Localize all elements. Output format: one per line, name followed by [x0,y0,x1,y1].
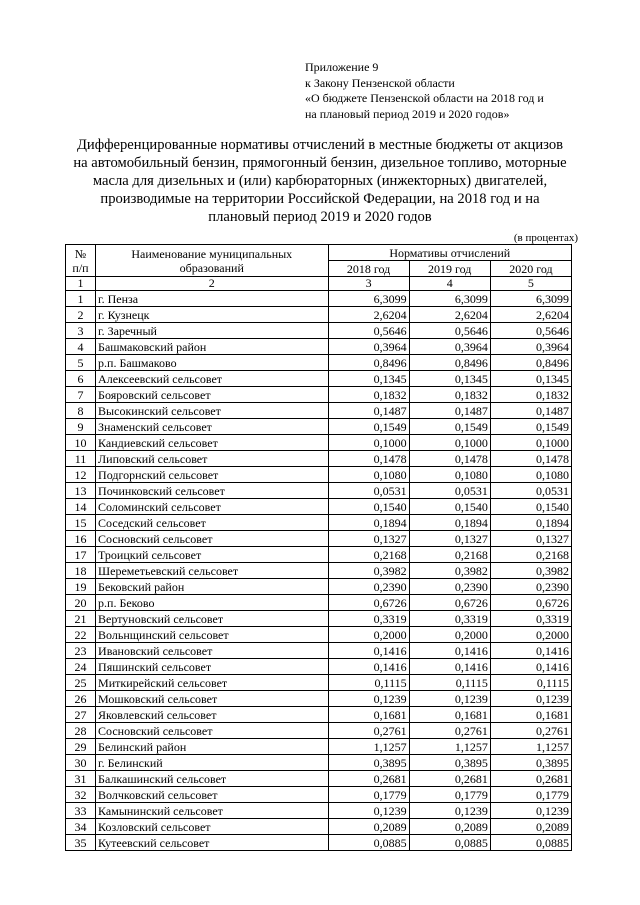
table-row [66,819,572,835]
norm-2019-cell: 0,1487 [409,403,490,419]
municipality-name-cell: Сосновский сельсовет [96,723,328,739]
municipality-name-cell: г. Кузнецк [96,307,328,323]
appendix-law-title: «О бюджете Пензенской области на 2018 год и [305,91,544,105]
norm-2019-cell: 0,3964 [409,339,490,355]
table-row [66,691,572,707]
table-row [66,547,572,563]
norm-2018-cell: 0,2168 [328,547,409,563]
row-number-cell: 10 [66,435,96,451]
municipality-name-cell: Троицкий сельсовет [96,547,328,563]
norm-2018-cell: 0,1832 [328,387,409,403]
municipality-name-cell: Шереметьевский сельсовет [96,563,328,579]
municipality-name-cell: г. Белинский [96,755,328,771]
municipality-name-cell: г. Пенза [96,291,328,307]
norm-2018-cell: 0,1239 [328,803,409,819]
norm-2018-cell: 0,2000 [328,627,409,643]
table-row [66,307,572,323]
row-number-cell: 12 [66,467,96,483]
table-row [66,563,572,579]
row-number-cell: 8 [66,403,96,419]
norm-2019-cell: 0,2000 [409,627,490,643]
municipality-name-cell: Кандиевский сельсовет [96,435,328,451]
norm-2020-cell: 0,1000 [490,435,571,451]
row-number-cell: 27 [66,707,96,723]
row-number-cell: 5 [66,355,96,371]
table-row [66,387,572,403]
municipality-name-cell: г. Заречный [96,323,328,339]
norm-2020-cell: 0,3895 [490,755,571,771]
row-number-cell: 20 [66,595,96,611]
norm-2018-cell: 0,8496 [328,355,409,371]
municipality-name-cell: р.п. Беково [96,595,328,611]
table-row [66,355,572,371]
row-number-cell: 19 [66,579,96,595]
norm-2019-cell: 0,1080 [409,467,490,483]
norm-2019-cell: 0,1115 [409,675,490,691]
norm-2019-cell: 0,0885 [409,835,490,851]
header-name-line1: Наименование муниципальных [131,246,293,261]
norm-2019-cell: 0,1345 [409,371,490,387]
norm-2018-cell: 0,3964 [328,339,409,355]
municipality-name-cell: Пяшинский сельсовет [96,659,328,675]
table-row [66,787,572,803]
row-number-cell: 21 [66,611,96,627]
column-index-row [66,277,572,291]
norm-2018-cell: 0,1000 [328,435,409,451]
norm-2019-cell: 0,1239 [409,803,490,819]
norm-2019-cell: 0,1000 [409,435,490,451]
norm-2020-cell: 0,6726 [490,595,571,611]
norm-2018-cell: 1,1257 [328,739,409,755]
table-row [66,339,572,355]
row-number-cell: 11 [66,451,96,467]
row-number-cell: 35 [66,835,96,851]
row-number-cell: 3 [66,323,96,339]
norm-2020-cell: 0,1345 [490,371,571,387]
norm-2020-cell: 0,8496 [490,355,571,371]
municipality-name-cell: Белинский район [96,739,328,755]
table-row [66,467,572,483]
table-row [66,675,572,691]
municipality-name-cell: Бековский район [96,579,328,595]
index-cell: 4 [409,277,490,291]
row-number-cell: 31 [66,771,96,787]
row-number-cell: 33 [66,803,96,819]
table-row [66,435,572,451]
table-row [66,707,572,723]
norm-2020-cell: 2,6204 [490,307,571,323]
norm-2018-cell: 0,1327 [328,531,409,547]
row-number-cell: 9 [66,419,96,435]
municipality-name-cell: Башмаковский район [96,339,328,355]
norm-2018-cell: 0,1549 [328,419,409,435]
norm-2018-cell: 0,3982 [328,563,409,579]
row-number-cell: 4 [66,339,96,355]
row-number-cell: 23 [66,643,96,659]
norm-2019-cell: 0,1239 [409,691,490,707]
norm-2020-cell: 0,1894 [490,515,571,531]
municipality-name-cell: Липовский сельсовет [96,451,328,467]
table-row [66,835,572,851]
norm-2018-cell: 0,2089 [328,819,409,835]
document-title [40,136,600,226]
row-number-cell: 15 [66,515,96,531]
table-row [66,739,572,755]
norm-2018-cell: 0,1416 [328,659,409,675]
norm-2019-cell: 1,1257 [409,739,490,755]
row-number-cell: 24 [66,659,96,675]
norm-2018-cell: 0,2681 [328,771,409,787]
table-row [66,291,572,307]
norm-2020-cell: 0,1487 [490,403,571,419]
table-row [66,499,572,515]
norm-2019-cell: 0,5646 [409,323,490,339]
row-number-cell: 22 [66,627,96,643]
row-number-cell: 7 [66,387,96,403]
norm-2019-cell: 0,3895 [409,755,490,771]
header-group: Нормативы отчислений [328,245,572,261]
table-row [66,595,572,611]
norm-2019-cell: 0,1832 [409,387,490,403]
row-number-cell: 16 [66,531,96,547]
norm-2019-cell: 0,1416 [409,643,490,659]
norm-2019-cell: 0,3982 [409,563,490,579]
norm-2019-cell: 0,1540 [409,499,490,515]
norms-table [65,244,572,851]
municipality-name-cell: Волчковский сельсовет [96,787,328,803]
header-name [96,245,328,277]
title-line-3: масла для дизельных и (или) карбюраторных (инжекторных) двигателей, [92,173,548,189]
table-row [66,643,572,659]
norm-2018-cell: 0,1540 [328,499,409,515]
norm-2018-cell: 0,0531 [328,483,409,499]
municipality-name-cell: Знаменский сельсовет [96,419,328,435]
municipality-name-cell: Козловский сельсовет [96,819,328,835]
table-row [66,451,572,467]
row-number-cell: 30 [66,755,96,771]
title-line-1: Дифференцированные нормативы отчислений в местные бюджеты от акцизов [76,137,564,153]
municipality-name-cell: Высокинский сельсовет [96,403,328,419]
norm-2019-cell: 0,1894 [409,515,490,531]
table-row [66,483,572,499]
norm-2020-cell: 0,1832 [490,387,571,403]
norm-2020-cell: 0,1416 [490,659,571,675]
table-row [66,323,572,339]
table-row [66,579,572,595]
municipality-name-cell: Соломинский сельсовет [96,499,328,515]
norm-2020-cell: 0,1549 [490,419,571,435]
norm-2020-cell: 0,3319 [490,611,571,627]
table-row [66,419,572,435]
norm-2020-cell: 0,1115 [490,675,571,691]
norm-2020-cell: 0,3964 [490,339,571,355]
norm-2018-cell: 0,1115 [328,675,409,691]
norm-2020-cell: 0,5646 [490,323,571,339]
index-cell: 2 [96,277,328,291]
table-row [66,531,572,547]
municipality-name-cell: Сосновский сельсовет [96,531,328,547]
norm-2019-cell: 0,1416 [409,659,490,675]
table-row [66,771,572,787]
appendix-law-title-cont: на плановый период 2019 и 2020 годов» [305,106,510,121]
norm-2018-cell: 6,3099 [328,291,409,307]
norm-2019-cell: 0,1327 [409,531,490,547]
row-number-cell: 17 [66,547,96,563]
norm-2019-cell: 0,0531 [409,483,490,499]
table-row [66,627,572,643]
norm-2020-cell: 0,1681 [490,707,571,723]
units-note: (в процентах) [513,232,578,244]
municipality-name-cell: Камынинский сельсовет [96,803,328,819]
norm-2020-cell: 0,1327 [490,531,571,547]
norm-2018-cell: 0,2390 [328,579,409,595]
row-number-cell: 29 [66,739,96,755]
norm-2020-cell: 0,1239 [490,803,571,819]
norm-2020-cell: 0,0885 [490,835,571,851]
row-number-cell: 6 [66,371,96,387]
norm-2020-cell: 0,2761 [490,723,571,739]
table-row [66,515,572,531]
appendix-law-reference: к Закону Пензенской области [305,75,455,90]
norm-2020-cell: 0,1080 [490,467,571,483]
norm-2019-cell: 0,1478 [409,451,490,467]
norm-2020-cell: 0,1239 [490,691,571,707]
index-cell: 3 [328,277,409,291]
title-line-4: производимые на территории Российской Федерации, на 2018 год и на [100,191,540,207]
header-number-line2: п/п [72,260,89,275]
header-2019: 2019 год [409,261,490,277]
norm-2018-cell: 0,1478 [328,451,409,467]
row-number-cell: 34 [66,819,96,835]
row-number-cell: 26 [66,691,96,707]
appendix-number: Приложение 9 [305,60,379,74]
norm-2018-cell: 0,1345 [328,371,409,387]
municipality-name-cell: Яковлевский сельсовет [96,707,328,723]
norm-2019-cell: 0,1779 [409,787,490,803]
norm-2020-cell: 0,2168 [490,547,571,563]
norm-2019-cell: 0,2168 [409,547,490,563]
municipality-name-cell: Вертуновский сельсовет [96,611,328,627]
norm-2018-cell: 0,3895 [328,755,409,771]
municipality-name-cell: Кутеевский сельсовет [96,835,328,851]
norm-2018-cell: 0,1080 [328,467,409,483]
norm-2020-cell: 0,1540 [490,499,571,515]
norm-2019-cell: 0,2761 [409,723,490,739]
row-number-cell: 32 [66,787,96,803]
table-row [66,755,572,771]
municipality-name-cell: Миткирейский сельсовет [96,675,328,691]
row-number-cell: 1 [66,291,96,307]
municipality-name-cell: Соседский сельсовет [96,515,328,531]
norm-2018-cell: 0,1779 [328,787,409,803]
table-row [66,403,572,419]
norm-2019-cell: 0,6726 [409,595,490,611]
municipality-name-cell: Алексеевский сельсовет [96,371,328,387]
norm-2018-cell: 0,1487 [328,403,409,419]
norm-2018-cell: 0,0885 [328,835,409,851]
table-row [66,371,572,387]
row-number-cell: 18 [66,563,96,579]
row-number-cell: 14 [66,499,96,515]
norm-2020-cell: 0,1478 [490,451,571,467]
municipality-name-cell: р.п. Башмаково [96,355,328,371]
norm-2019-cell: 0,1681 [409,707,490,723]
municipality-name-cell: Подгорнский сельсовет [96,467,328,483]
row-number-cell: 25 [66,675,96,691]
norm-2020-cell: 0,2390 [490,579,571,595]
header-2018: 2018 год [328,261,409,277]
appendix-header [305,60,544,122]
title-line-2: на автомобильный бензин, прямогонный бензин, дизельное топливо, моторные [73,155,567,171]
norm-2019-cell: 0,2089 [409,819,490,835]
title-line-5: плановый период 2019 и 2020 годов [208,209,432,225]
norm-2018-cell: 0,6726 [328,595,409,611]
municipality-name-cell: Мошковский сельсовет [96,691,328,707]
norm-2019-cell: 2,6204 [409,307,490,323]
norm-2020-cell: 0,1779 [490,787,571,803]
municipality-name-cell: Починковский сельсовет [96,483,328,499]
norm-2018-cell: 0,1681 [328,707,409,723]
table-body [66,277,572,851]
municipality-name-cell: Вольнщинский сельсовет [96,627,328,643]
index-cell: 5 [490,277,571,291]
header-number-line1: № [74,246,87,261]
norm-2018-cell: 0,1416 [328,643,409,659]
norm-2020-cell: 0,0531 [490,483,571,499]
norm-2019-cell: 6,3099 [409,291,490,307]
norm-2020-cell: 0,2089 [490,819,571,835]
norm-2018-cell: 0,1239 [328,691,409,707]
norm-2019-cell: 0,3319 [409,611,490,627]
norm-2019-cell: 0,2390 [409,579,490,595]
header-number [66,245,96,277]
header-2020: 2020 год [490,261,571,277]
index-cell: 1 [66,277,96,291]
norm-2019-cell: 0,8496 [409,355,490,371]
norm-2018-cell: 0,3319 [328,611,409,627]
norm-2018-cell: 0,1894 [328,515,409,531]
norm-2020-cell: 0,3982 [490,563,571,579]
table-row [66,611,572,627]
norm-2018-cell: 0,5646 [328,323,409,339]
norm-2020-cell: 1,1257 [490,739,571,755]
row-number-cell: 2 [66,307,96,323]
norm-2019-cell: 0,1549 [409,419,490,435]
norm-2020-cell: 6,3099 [490,291,571,307]
row-number-cell: 13 [66,483,96,499]
norm-2018-cell: 2,6204 [328,307,409,323]
norm-2020-cell: 0,2000 [490,627,571,643]
table-row [66,803,572,819]
municipality-name-cell: Бояровский сельсовет [96,387,328,403]
norm-2018-cell: 0,2761 [328,723,409,739]
table-row [66,659,572,675]
municipality-name-cell: Ивановский сельсовет [96,643,328,659]
norm-2020-cell: 0,2681 [490,771,571,787]
municipality-name-cell: Балкашинский сельсовет [96,771,328,787]
row-number-cell: 28 [66,723,96,739]
norm-2019-cell: 0,2681 [409,771,490,787]
header-name-line2: образований [179,260,244,275]
table-row [66,723,572,739]
norm-2020-cell: 0,1416 [490,643,571,659]
